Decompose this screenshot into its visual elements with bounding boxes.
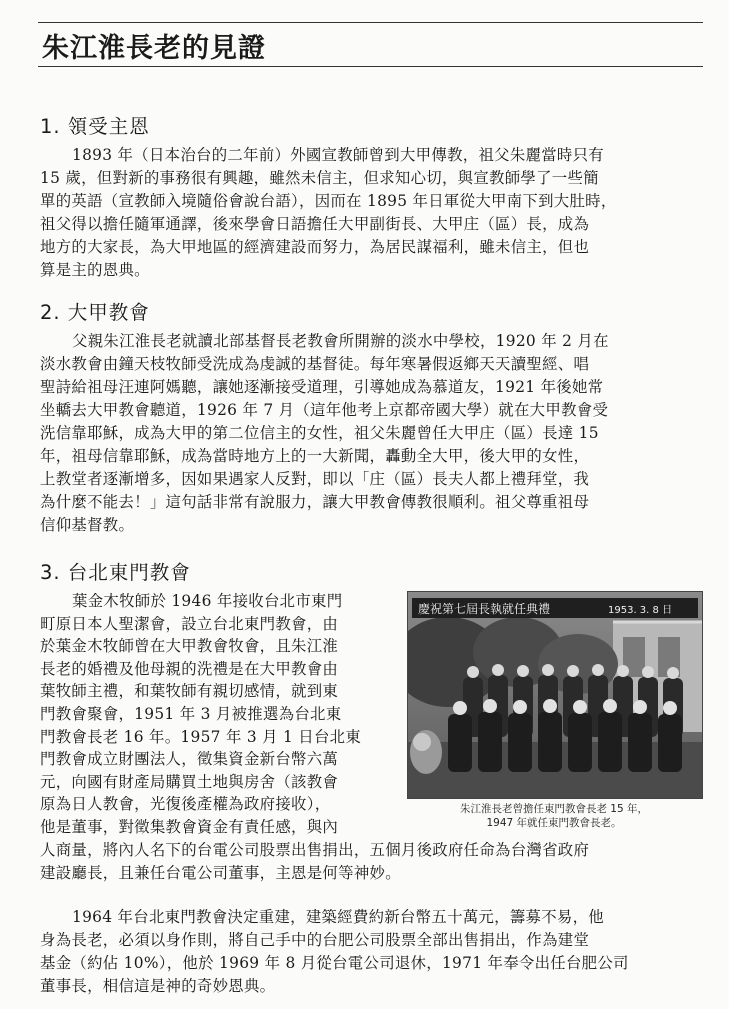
- body-line: 元，向國有財產局購買土地與房舍（該教會: [40, 772, 339, 791]
- body-line: 單的英語（宣教師入境隨俗會說台語），因而在 1895 年日軍從大甲南下到大肚時，: [40, 192, 617, 210]
- body-line: 年，祖母信靠耶穌，成為當時地方上的一大新聞，轟動全大甲，後大甲的女性，: [40, 447, 590, 465]
- body-line: 門教會成立財團法人，徵集資金新台幣六萬: [40, 750, 339, 769]
- body-line: 1964 年台北東門教會決定重建，建築經費約新台幣五十萬元，籌募不易，他: [72, 908, 604, 926]
- body-line: 長老的婚禮及他母親的洗禮是在大甲教會由: [40, 659, 339, 678]
- photo-banner-text: 慶祝第七屆長執就任典禮: [418, 602, 551, 616]
- section-3-full-text: [40, 839, 704, 884]
- body-line: 葉金木牧師於 1946 年接收台北市東門: [72, 592, 343, 610]
- body-line: 15 歲，但對新的事務很有興趣，雖然未信主，但求知心切，與宣教師學了一些簡: [40, 169, 599, 187]
- group-photo-image: [408, 592, 702, 798]
- body-line: 於葉金木牧師曾在大甲教會牧會，且朱江淮: [40, 637, 339, 656]
- body-line: 他是董事，對徵集教會資金有責任感，與內: [40, 817, 339, 836]
- photo-caption-line: 朱江淮長老曾擔任東門教會長老 15 年，: [459, 803, 649, 815]
- body-line: 聖詩給祖母汪連阿媽聽，讓她逐漸接受道理，引導她成為慕道友，1921 年後她常: [40, 378, 604, 396]
- section-1-body: [40, 144, 704, 282]
- section-1-heading: 1. 領受主恩: [40, 115, 150, 138]
- body-line: 基金（約佔 10%），他於 1969 年 8 月從台電公司退休，1971 年奉令出任台肥公司: [40, 954, 629, 972]
- title-top-rule: [38, 22, 703, 23]
- body-line: 祖父得以擔任隨軍通譯，後來學會日語擔任大甲副街長、大甲庄（區）長，成為: [40, 215, 590, 233]
- body-line: 建設廳長，且兼任台電公司董事，主恩是何等神妙。: [40, 863, 401, 882]
- body-line: 上教堂者逐漸增多，因如果遇家人反對，即以「庄（區）長夫人都上禮拜堂，我: [40, 470, 590, 488]
- body-line: 門教會長老 16 年。1957 年 3 月 1 日台北東: [40, 727, 362, 746]
- section-3-column-text: [40, 590, 396, 839]
- body-line: 淡水教會由鐘天枝牧師受洗成為虔誠的基督徒。每年寒暑假返鄉天天讀聖經、唱: [40, 355, 590, 373]
- body-line: 信仰基督教。: [40, 516, 135, 534]
- body-line: 董事長，相信這是神的奇妙恩典。: [40, 977, 276, 995]
- page-title: 朱江淮長老的見證: [42, 33, 266, 64]
- group-photo: [407, 591, 703, 799]
- body-line: 町原日本人聖潔會，設立台北東門教會，由: [40, 614, 339, 633]
- section-3-paragraph-2: [40, 906, 704, 998]
- body-line: 坐轎去大甲教會聽道，1926 年 7 月（這年他考上京都帝國大學）就在大甲教會受: [40, 401, 609, 419]
- body-line: 葉牧師主禮，和葉牧師有親切感情，就到東: [40, 682, 339, 701]
- photo-caption-line: 1947 年就任東門教會長老。: [486, 817, 622, 829]
- body-line: 為什麼不能去！」這句話非常有說服力，讓大甲教會傳教很順利。祖父尊重祖母: [40, 493, 590, 511]
- body-line: 原為日人教會，光復後產權為政府接收），: [40, 795, 331, 814]
- body-line: 算是主的恩典。: [40, 261, 150, 279]
- body-line: 地方的大家長，為大甲地區的經濟建設而努力，為居民謀福利，雖未信主，但也: [40, 238, 590, 256]
- section-2-body: [40, 330, 704, 537]
- photo-date-text: 1953. 3. 8 日: [608, 605, 673, 616]
- body-line: 人商量，將內人名下的台電公司股票出售捐出，五個月後政府任命為台灣省政府: [40, 841, 590, 859]
- body-line: 1893 年（日本治台的二年前）外國宣教師曾到大甲傳教，祖父朱麗當時只有: [72, 146, 604, 164]
- body-line: 父親朱江淮長老就讀北部基督長老教會所開辦的淡水中學校，1920 年 2 月在: [72, 332, 609, 350]
- title-bottom-rule: [38, 66, 703, 67]
- photo-caption: [404, 802, 704, 830]
- body-line: 洗信靠耶穌，成為大甲的第二位信主的女性，祖父朱麗曾任大甲庄（區）長達 15: [40, 424, 599, 442]
- section-2-heading: 2. 大甲教會: [40, 301, 150, 324]
- section-3-heading: 3. 台北東門教會: [40, 561, 191, 584]
- body-line: 身為長老，必須以身作則，將自己手中的台肥公司股票全部出售捐出，作為建堂: [40, 931, 590, 949]
- body-line: 門教會聚會，1951 年 3 月被推選為台北東: [40, 704, 342, 723]
